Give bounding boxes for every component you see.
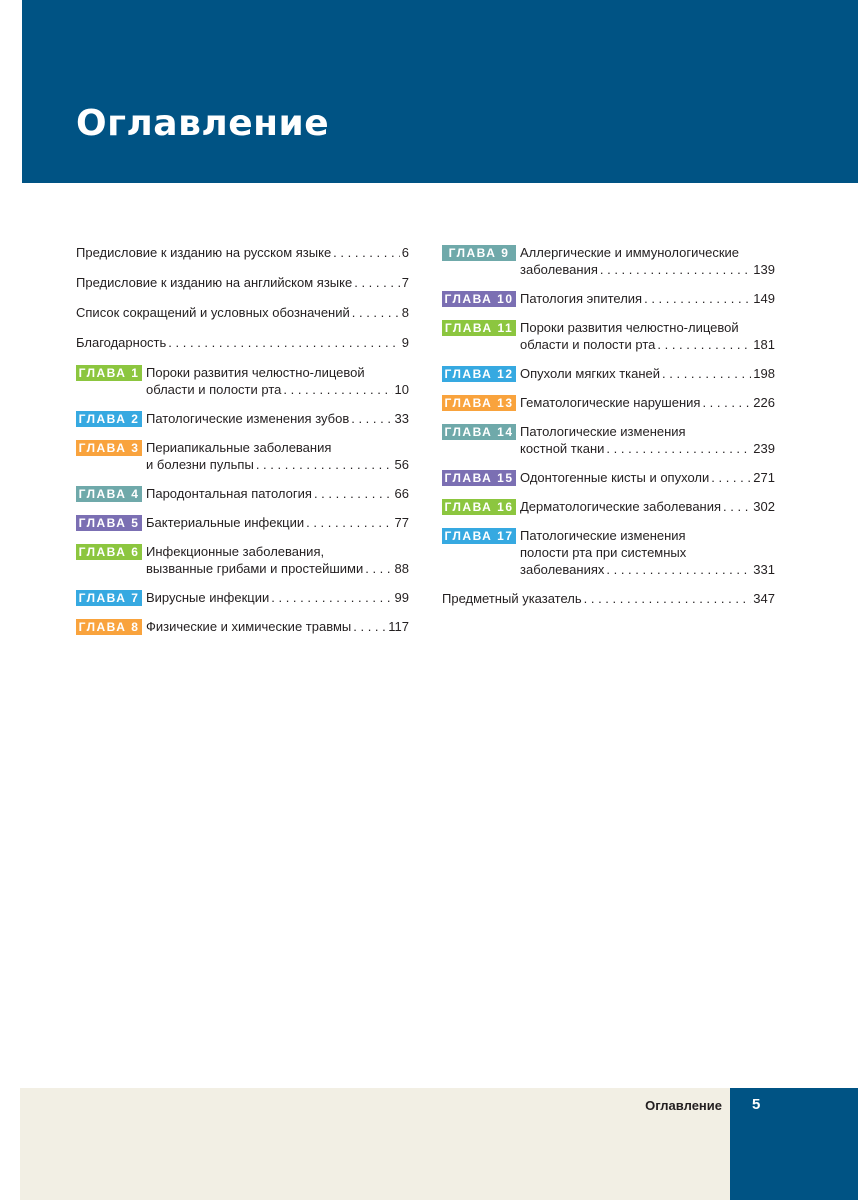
toc-entry-label: заболеваниях: [520, 562, 605, 577]
toc-page-number: 139: [753, 262, 775, 277]
leader-dots: [333, 244, 400, 261]
leader-dots: [256, 456, 393, 473]
toc-entry-chapter-1[interactable]: [76, 364, 409, 398]
chapter-badge: ГЛАВА 1: [76, 365, 142, 381]
leader-dots: [365, 560, 392, 577]
toc-entry-label: и болезни пульпы: [146, 457, 254, 472]
toc-page-number: 99: [394, 590, 409, 605]
toc-page-number: 77: [394, 515, 409, 530]
toc-entry-chapter-8[interactable]: [76, 618, 409, 635]
chapter-badge: ГЛАВА 4: [76, 486, 142, 502]
toc-right-column: [442, 244, 775, 620]
toc-page-number: 56: [394, 457, 409, 472]
toc-entry-label: Вирусные инфекции: [146, 590, 270, 605]
toc-entry-label: заболевания: [520, 262, 598, 277]
toc-entry-label: костной ткани: [520, 441, 605, 456]
toc-entry-chapter-9[interactable]: [442, 244, 775, 278]
toc-page-number: 6: [401, 245, 409, 260]
header-banner: [22, 0, 858, 183]
toc-entry-label: Благодарность: [76, 335, 167, 350]
toc-entry-label: Дерматологические заболевания: [520, 499, 722, 514]
leader-dots: [283, 381, 392, 398]
toc-entry-label: полости рта при системных: [520, 545, 687, 560]
chapter-badge: ГЛАВА 11: [442, 320, 516, 336]
chapter-badge: ГЛАВА 10: [442, 291, 516, 307]
toc-entry-chapter-10[interactable]: [442, 290, 775, 307]
leader-dots: [723, 498, 751, 515]
toc-entry-chapter-4[interactable]: [76, 485, 409, 502]
toc-entry-acknowledgements[interactable]: [76, 334, 409, 351]
toc-entry-preface-ru[interactable]: [76, 244, 409, 261]
toc-entry-chapter-13[interactable]: [442, 394, 775, 411]
toc-page-number: 181: [753, 337, 775, 352]
chapter-badge: ГЛАВА 17: [442, 528, 516, 544]
leader-dots: [314, 485, 393, 502]
toc-entry-label: Пороки развития челюстно-лицевой: [520, 320, 739, 335]
toc-entry-label: Предисловие к изданию на русском языке: [76, 245, 332, 260]
toc-entry-chapter-14[interactable]: [442, 423, 775, 457]
chapter-badge: ГЛАВА 9: [442, 245, 516, 261]
leader-dots: [711, 469, 751, 486]
toc-entry-chapter-3[interactable]: [76, 439, 409, 473]
chapter-badge: ГЛАВА 2: [76, 411, 142, 427]
toc-entry-abbreviations[interactable]: [76, 304, 409, 321]
toc-left-column: [76, 244, 409, 647]
leader-dots: [644, 290, 751, 307]
leader-dots: [606, 440, 751, 457]
leader-dots: [271, 589, 392, 606]
toc-entry-label: Опухоли мягких тканей: [520, 366, 661, 381]
toc-entry-label: Периапикальные заболевания: [146, 440, 332, 455]
toc-page-number: 33: [394, 411, 409, 426]
toc-entry-label: Патология эпителия: [520, 291, 643, 306]
toc-entry-index[interactable]: [442, 590, 775, 607]
toc-entry-label: Физические и химические травмы: [146, 619, 352, 634]
toc-page-number: 7: [401, 275, 409, 290]
toc-page-number: 226: [753, 395, 775, 410]
toc-entry-label: Список сокращений и условных обозначений: [76, 305, 350, 320]
toc-entry-label: Патологические изменения: [520, 528, 686, 543]
leader-dots: [657, 336, 751, 353]
running-footer-title: Оглавление: [645, 1098, 722, 1113]
chapter-badge: ГЛАВА 15: [442, 470, 516, 486]
toc-entry-label: Инфекционные заболевания,: [146, 544, 325, 559]
footer-bar: [20, 1088, 730, 1200]
toc-entry-label: Патологические изменения зубов: [146, 411, 350, 426]
leader-dots: [168, 334, 399, 351]
toc-entry-chapter-17[interactable]: [442, 527, 775, 578]
toc-page-number: 271: [753, 470, 775, 485]
chapter-badge: ГЛАВА 8: [76, 619, 142, 635]
toc-page-number: 8: [401, 305, 409, 320]
toc-entry-label: Предисловие к изданию на английском языке: [76, 275, 353, 290]
leader-dots: [606, 561, 751, 578]
leader-dots: [354, 274, 400, 291]
toc-entry-label: Бактериальные инфекции: [146, 515, 305, 530]
chapter-badge: ГЛАВА 16: [442, 499, 516, 515]
toc-page-number: 9: [401, 335, 409, 350]
leader-dots: [306, 514, 392, 531]
toc-entry-chapter-7[interactable]: [76, 589, 409, 606]
toc-entry-label: Пародонтальная патология: [146, 486, 312, 501]
toc-entry-chapter-6[interactable]: [76, 543, 409, 577]
toc-page-number: 198: [753, 366, 775, 381]
toc-entry-chapter-5[interactable]: [76, 514, 409, 531]
toc-entry-chapter-12[interactable]: [442, 365, 775, 382]
toc-entry-label: Пороки развития челюстно-лицевой: [146, 365, 365, 380]
toc-entry-label: Одонтогенные кисты и опухоли: [520, 470, 710, 485]
chapter-badge: ГЛАВА 12: [442, 366, 516, 382]
toc-page-number: 347: [753, 591, 775, 606]
toc-entry-chapter-15[interactable]: [442, 469, 775, 486]
toc-entry-chapter-16[interactable]: [442, 498, 775, 515]
leader-dots: [584, 590, 752, 607]
page-number: 5: [752, 1096, 761, 1113]
leader-dots: [600, 261, 751, 278]
chapter-badge: ГЛАВА 13: [442, 395, 516, 411]
leader-dots: [353, 618, 386, 635]
leader-dots: [352, 304, 400, 321]
toc-page-number: 331: [753, 562, 775, 577]
leader-dots: [351, 410, 392, 427]
toc-page-number: 302: [753, 499, 775, 514]
chapter-badge: ГЛАВА 7: [76, 590, 142, 606]
toc-page-number: 149: [753, 291, 775, 306]
toc-entry-chapter-11[interactable]: [442, 319, 775, 353]
page-title: Оглавление: [76, 103, 330, 144]
toc-entry-label: области и полости рта: [520, 337, 656, 352]
page-number-box: [730, 1088, 858, 1200]
toc-page-number: 88: [394, 561, 409, 576]
leader-dots: [662, 365, 751, 382]
toc-page-number: 66: [394, 486, 409, 501]
toc-entry-label: вызванные грибами и простейшими: [146, 561, 364, 576]
leader-dots: [702, 394, 751, 411]
toc-entry-label: области и полости рта: [146, 382, 282, 397]
toc-entry-preface-en[interactable]: [76, 274, 409, 291]
toc-page-number: 10: [394, 382, 409, 397]
chapter-badge: ГЛАВА 5: [76, 515, 142, 531]
toc-entry-label: Гематологические нарушения: [520, 395, 701, 410]
toc-entry-chapter-2[interactable]: [76, 410, 409, 427]
toc-page-number: 117: [388, 619, 409, 634]
toc-entry-label: Предметный указатель: [442, 591, 582, 606]
toc-page-number: 239: [753, 441, 775, 456]
toc-entry-label: Аллергические и иммунологические: [520, 245, 740, 260]
chapter-badge: ГЛАВА 6: [76, 544, 142, 560]
chapter-badge: ГЛАВА 14: [442, 424, 516, 440]
toc-entry-label: Патологические изменения: [520, 424, 686, 439]
chapter-badge: ГЛАВА 3: [76, 440, 142, 456]
